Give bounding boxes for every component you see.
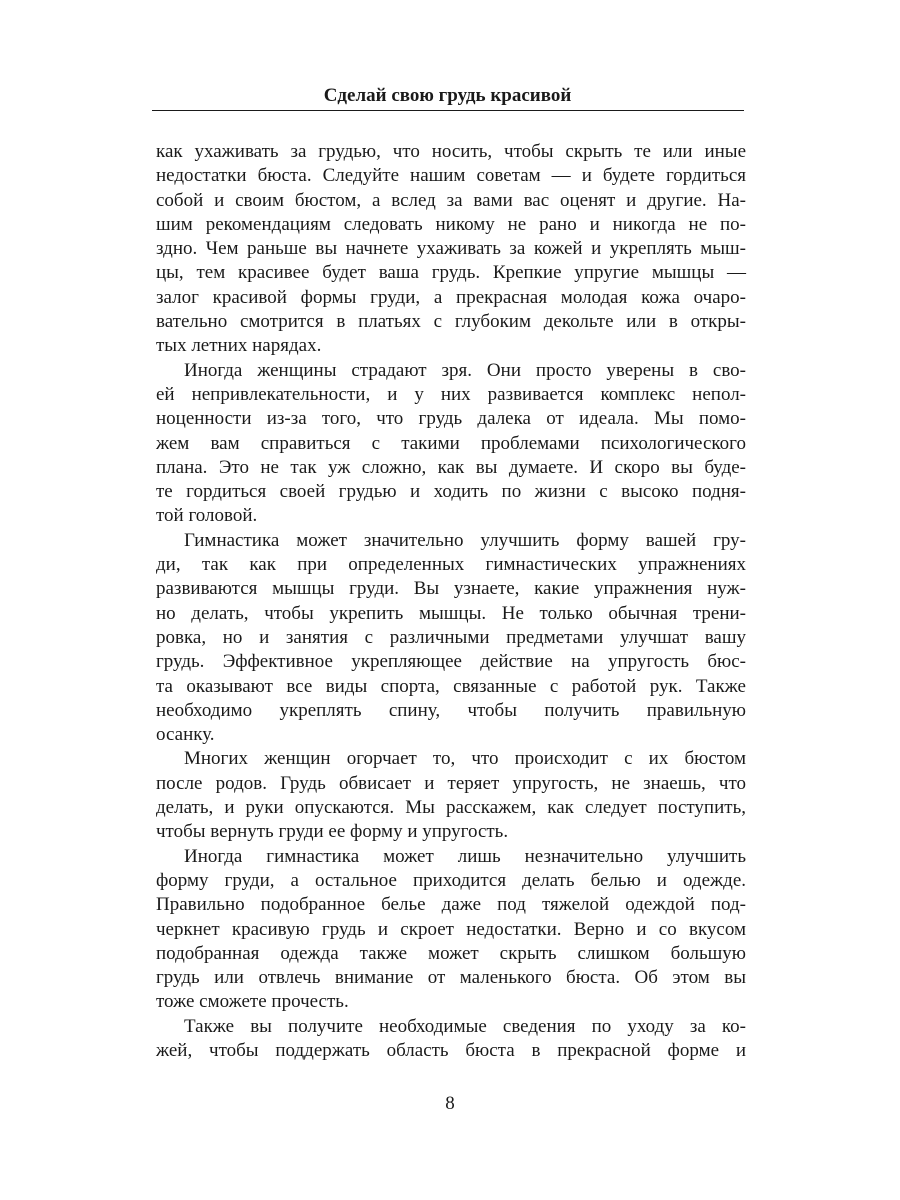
text-line: Многих женщин огорчает то, что происходит с их бюстом xyxy=(184,748,746,770)
text-line: но делать, чтобы укрепить мышцы. Не только обычная трени- xyxy=(156,602,746,624)
text-line: вательно смотрится в платьях с глубоким декольте или в откры- xyxy=(156,311,746,333)
paragraph xyxy=(156,747,746,844)
text-line: грудь. Эффективное укрепляющее действие на упругость бюс- xyxy=(156,651,746,673)
text-line: необходимо укреплять спину, чтобы получить правильную xyxy=(156,699,746,721)
paragraph xyxy=(156,140,746,359)
paragraph xyxy=(156,359,746,529)
body-text xyxy=(156,140,746,1063)
text-line: жей, чтобы поддержать область бюста в прекрасной форме и xyxy=(156,1039,746,1061)
text-line: те гордиться своей грудью и ходить по жизни с высоко подня- xyxy=(156,481,746,503)
text-line: ей непривлекательности, и у них развивается комплекс непол- xyxy=(156,383,746,405)
text-line: осанку. xyxy=(156,724,215,746)
text-line: развиваются мышцы груди. Вы узнаете, какие упражнения нуж- xyxy=(156,578,746,600)
text-line: делать, и руки опускаются. Мы расскажем, как следует поступить, xyxy=(156,797,746,819)
text-line: чтобы вернуть груди ее форму и упругость. xyxy=(156,821,509,843)
text-line: грудь или отвлечь внимание от маленького бюста. Об этом вы xyxy=(156,967,746,989)
paragraph xyxy=(156,1015,746,1064)
text-line: после родов. Грудь обвисает и теряет упругость, не знаешь, что xyxy=(156,772,746,794)
text-line: как ухаживать за грудью, что носить, чтобы скрыть те или иные xyxy=(156,141,746,162)
text-line: Иногда гимнастика может лишь незначительно улучшить xyxy=(184,845,746,867)
text-line: ноценности из-за того, что грудь далека от идеала. Мы помо- xyxy=(156,408,746,430)
text-line: шим рекомендациям следовать никому не рано и никогда не по- xyxy=(156,213,746,235)
text-line: Также вы получите необходимые сведения по уходу за ко- xyxy=(184,1015,746,1037)
text-line: та оказывают все виды спорта, связанные с работой рук. Также xyxy=(156,675,746,697)
page-number: 8 xyxy=(445,1093,455,1114)
text-line: плана. Это не так уж сложно, как вы думаете. И скоро вы буде- xyxy=(156,456,746,478)
text-line: залог красивой формы груди, а прекрасная молодая кожа очаро- xyxy=(156,286,746,308)
text-line: ди, так как при определенных гимнастических упражнениях xyxy=(156,554,746,576)
text-line: подобранная одежда также может скрыть слишком большую xyxy=(156,942,746,964)
text-line: той головой. xyxy=(156,505,258,527)
text-line: Гимнастика может значительно улучшить форму вашей гру- xyxy=(184,529,746,551)
paragraph xyxy=(156,529,746,748)
header-rule xyxy=(152,110,744,111)
text-line: черкнет красивую грудь и скроет недостатки. Верно и со вкусом xyxy=(156,918,746,940)
paragraph xyxy=(156,845,746,1015)
text-line: цы, тем красивее будет ваша грудь. Крепкие упругие мышцы — xyxy=(156,262,746,284)
text-line: здно. Чем раньше вы начнете ухаживать за кожей и укреплять мыш- xyxy=(156,238,746,260)
text-line: Правильно подобранное белье даже под тяжелой одеждой под- xyxy=(156,894,746,916)
text-line: Иногда женщины страдают зря. Они просто уверены в сво- xyxy=(184,359,746,381)
running-title: Сделай свою грудь красивой xyxy=(323,85,572,106)
text-line: форму груди, а остальное приходится делать белью и одежде. xyxy=(156,869,746,891)
text-line: недостатки бюста. Следуйте нашим советам — и будете гордиться xyxy=(156,165,746,187)
text-line: ровка, но и занятия с различными предметами улучшат вашу xyxy=(156,626,746,648)
text-line: жем вам справиться с такими проблемами психологического xyxy=(156,432,746,454)
text-line: собой и своим бюстом, а вслед за вами вас оценят и другие. На- xyxy=(156,189,746,211)
text-line: тых летних нарядах. xyxy=(156,335,322,357)
text-line: тоже сможете прочесть. xyxy=(156,991,349,1013)
